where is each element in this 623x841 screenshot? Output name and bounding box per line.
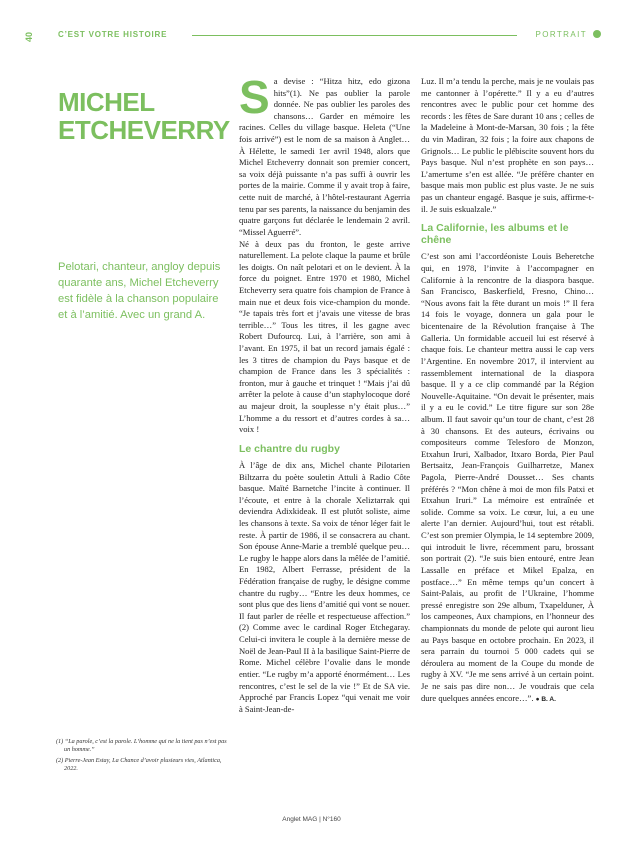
paragraph-intro: a devise : “Hitza hitz, edo gizona hits”(1). Ne pas oublier la parole donnée. Ne pas oublier les paroles des chansons… Garder en mémoire les racines. Celles du village basque. Heleta (“Une fois arrivé”) est le nom de sa maison à Anglet… À Hélette, le samedi 1er avril 1948, alors que Michel Etcheverry donnait son premier concert, sa voix déjà puissante n’a pas suffi à ouvrir les portes de la mairie. Comme il y avait trop à faire, cette nuit de marché, à l’hôtel-restaurant Agerria tenu par ses parents, la naissance du benjamin des quatre garçons fut déclarée le lendemain 2 avril. “Missel Aguerré”. (239, 76, 410, 237)
paragraph-rugby: À l’âge de dix ans, Michel chante Pilotarien Biltzarra du poète souletin Attuli à Radio Côte basque. Maïté Barnetche l’incite à continuer. Il l’écoute, et entre à la chorale Xeliztarrak qui deviendra Adixkideak. Il est plutôt soliste, aime les chansons à texte. Sa voix de ténor léger fait le reste. À partir de 1986, il se consacrera au chant. Son épouse Anne-Marie a tremblé quelque peu… Le rugby le happe alors dans la mêlée de l’amitié. En 1982, Albert Ferrasse, président de la Fédération française de rugby, le désigne comme chantre du rugby… “Entre les deux hommes, ce sont plus que des liens d’amitié qui vont se nouer. Il faut parler de réelle et respectueuse affection.” (2) Comme avec le cardinal Roger Etchegaray. Celui-ci invitera le couple à la dernière messe de Noël de Jean-Paul II à la basilique Saint-Pierre de Rome. Michel célèbre l’ovalie dans le monde entier. “Le rugby m’a apporté énormément… Les rencontres, c’est le sel de la vie !” Et de SA vie. Approché par Francis Lopez “qui venait me voir à Saint-Jean-de- (239, 459, 410, 714)
subheading-rugby: Le chantre du rugby (239, 442, 340, 455)
footnote-2: (2) Pierre-Jean Estay, La Chance d’avoir plusieurs vies, Atlantica, 2022. (56, 756, 222, 773)
lead-paragraph: Pelotari, chanteur, angloy depuis quarante ans, Michel Etcheverry est fidèle à la chanson populaire et à l’amitié. Avec un grand A. (58, 261, 221, 321)
rubric-label: C’EST VOTRE HISTOIRE (58, 30, 168, 39)
title-line-2: ETCHEVERRY (58, 115, 230, 146)
page-footer: Anglet MAG | N°160 (282, 816, 341, 823)
article-column-1 (239, 71, 410, 715)
footnotes (56, 738, 231, 775)
paragraph-california-text: C’est son ami l’accordéoniste Louis Beheretche qui, en 1978, l’invite à l’accompagner en Californie à la rencontre de la diaspora basque. San Francisco, Baskerfield, Fresno, Chino… “Nous avons fait la fête durant un mois !” Il fera 14 fois le voyage, donnera un gala pour le bicentenaire de la Révolution française à The Galleria. Un formidable accueil lui est réservé à chaque fois. Le chanteur mettra aussi le cap vers l’Argentine. En novembre 2017, il intervient au rassemblement international de la diaspora basque. Il y a ce clip commandé par la Région Nouvelle-Aquitaine. “On devait le présenter, mais il y a eu le covid.” Le titre figure sur son 28e album. Il faut savoir qu’un tour de chant, c’est 28 à 30 chansons. Et des auteurs, écrivains ou compositeurs comme Telesforo de Monzon, Etxahun Iruri, Xalbador, Itxaro Borda, Pier Paul Bertsaitz, Jean-François Guilharretze, Manex Pagola, Pierre-André Dousset… Ses chants préférés ? “Mon chêne à moi de mon fils Patxi et Etxahun Iruri.” La mémoire est entraînée et solide. Comme sa voix. Le cœur, lui, a eu une alerte l’an dernier. Aujourd’hui, tout est rétabli. C’est son premier Olympia, le 14 septembre 2009, qui introduit le livre, récemment paru, brossant son portrait (2). “Je suis bien entouré, entre Jean Lassalle en préface et Mikel Epalza, en postface…” En même temps qu’un concert à Saint-Palais, au profit de l’Ukraine, l’homme pressé enregistre son 29e album, Txapelduner, À los campeones, Aux champions, en l’honneur des championnats du monde de pelote qui auront lieu au Pays basque en octobre prochain. En 2023, il sera parrain du tournoi 5 000 cadets qui se déroulera au moment de la Coupe du monde de rugby à XV. “Je me sens arrivé à un certain point. Je ne sais pas dire non… Je voudrais que cela dure quelques années encore…”. (421, 251, 594, 703)
drop-cap: S (239, 71, 270, 123)
paragraph-california (421, 251, 594, 704)
article-column-2 (421, 76, 594, 704)
page-number: 40 (24, 31, 34, 42)
page-header (24, 28, 601, 42)
bullet-dot-icon (593, 30, 601, 38)
section-label: PORTRAIT (535, 30, 587, 39)
paragraph-continued: Luz. Il m’a tendu la perche, mais je ne voulais pas me cantonner à l’opérette.” Il y a eu d’autres rencontres avec le public pour cet homme des records : les fêtes de Sare durant 10 ans ; celles de la Madeleine à Mont-de-Marsan, 30 fois ; la fête du vin Madiran, 32 fois ; la foire aux chapons de Grignols… Le public le plébiscite souvent hors du Pays basque. Nul n’est prophète en son pays… L’amertume s’en est allée. “Je préfère chanter en basque mais mon public est plus vaste. Je ne suis pas un chanteur engagé. Basque je suis, affirme-t-il. Je suis eskualzale.” (421, 76, 594, 214)
paragraph-pelote: Né à deux pas du fronton, le geste arrive naturellement. La pelote claque la paume et brûle les doigts. On naît pelotari et on le devient. À la force du poignet. Entre 1970 et 1980, Michel Etcheverry sera quatre fois champion de France à main nue et deux fois vice-champion du monde. “Je tapais très fort et j’avais une vitesse de bras terrible…” Tous les titres, il les gagne avec Robert Dufourcq. Lui, à l’arrière, son ami à l’avant. En 1975, il bat un record jamais égalé : les 3 titres de champion du Pays basque et de champion de France dans les 3 spécialités : fronton, mur à gauche et trinquet ! “Mais j’ai dû arrêter la pelote à cause d’un staphylocoque doré au majeur droit, la souplesse n’y était plus…” L’homme a du ressort et d’autres cordes à sa… voix ! (239, 238, 410, 435)
footnote-1: (1) “La parole, c’est la parole. L’homme qui ne la tient pas n’est pas un homme.” (56, 738, 227, 754)
article-title (58, 88, 228, 144)
subheading-california: La Californie, les albums et le chêne (421, 222, 569, 247)
author-signature: ● B. A. (535, 695, 556, 703)
title-line-1: MICHEL (58, 87, 155, 117)
header-rule (192, 35, 517, 36)
